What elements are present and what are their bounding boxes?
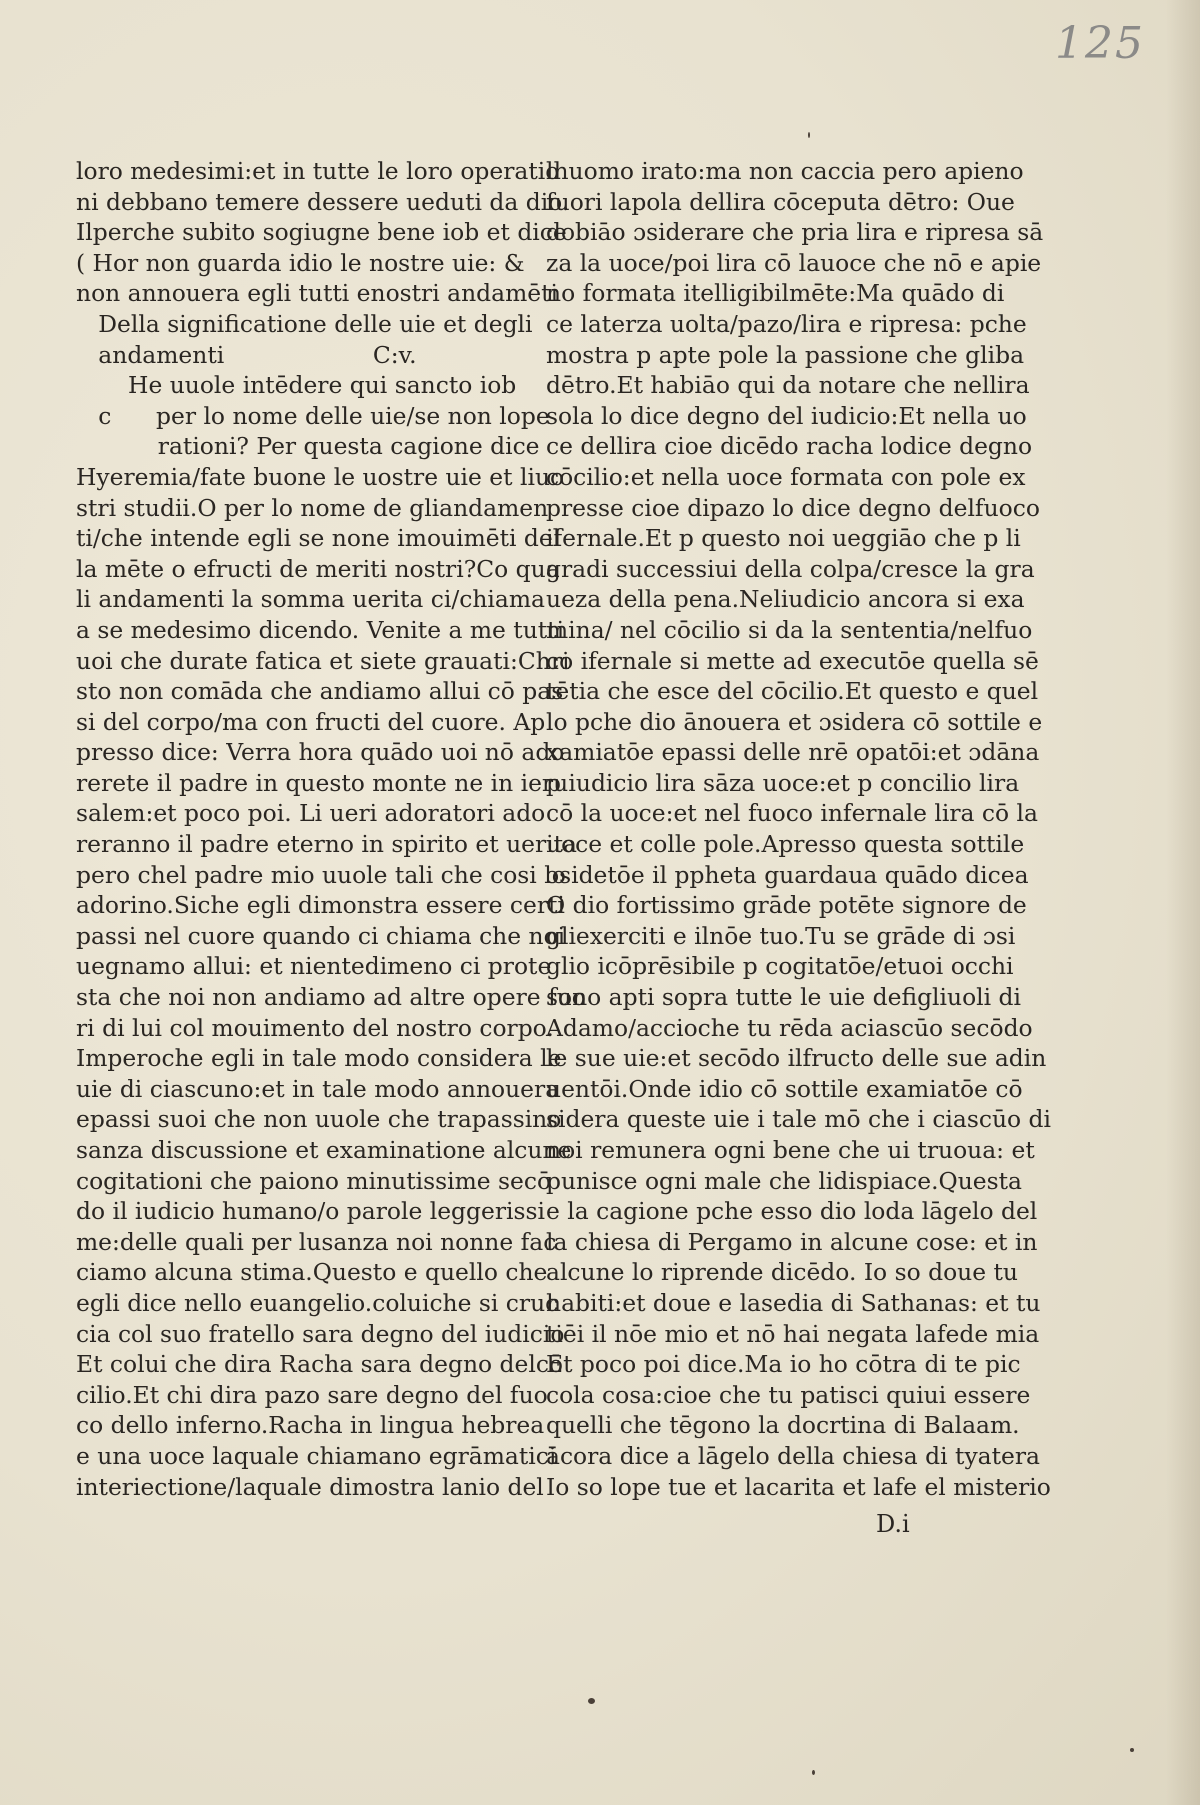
text-line: rationi? Per questa cagione dice <box>76 432 540 461</box>
ink-speck <box>808 132 810 138</box>
text-line: reranno il padre eterno in spirito et uerita <box>76 830 578 859</box>
text-line: stri studii.O per lo nome de gliandamen <box>76 493 549 522</box>
text-line: Adamo/accioche tu rēda aciascūo secōdo <box>546 1013 1033 1042</box>
text-line: c per lo nome delle uie/se non lope <box>76 401 550 430</box>
folio-number: 125 <box>1055 18 1145 69</box>
text-line: ce dellira cioe dicēdo racha lodice degno <box>546 432 1033 461</box>
text-line: me:delle quali per lusanza noi nonne fac <box>76 1227 557 1256</box>
text-column-left <box>76 156 586 1502</box>
text-line: la mēte o efructi de meriti nostri?Co qua <box>76 554 560 583</box>
text-line: ( Hor non guarda idio le nostre uie: & <box>76 248 525 277</box>
text-line: xamiatōe epassi delle nrē opatōi:et ɔdāna <box>546 738 1040 767</box>
text-line: no formata itelligibilmēte:Ma quādo di <box>546 279 1005 308</box>
text-line: uie di ciascuno:et in tale modo annouera <box>76 1074 560 1103</box>
text-line: cō la uoce:et nel fuoco infernale lira cō la <box>546 799 1038 828</box>
text-line: p iudicio lira sāza uoce:et p concilio lira <box>546 768 1020 797</box>
text-line: sono apti sopra tutte le uie defigliuoli di <box>546 983 1021 1012</box>
text-line: cōcilio:et nella uoce formata con pole ex <box>546 462 1026 491</box>
text-column-right <box>546 156 1051 1502</box>
text-line: ueza della pena.Neliudicio ancora si exa <box>546 585 1025 614</box>
text-line: sta che noi non andiamo ad altre opere fuo <box>76 983 586 1012</box>
text-line: andamenti C:v. <box>76 340 417 369</box>
text-line: punisce ogni male che lidispiace.Questa <box>546 1166 1022 1195</box>
text-line: tētia che esce del cōcilio.Et questo e quel <box>546 677 1039 706</box>
text-line: co dello inferno.Racha in lingua hebrea <box>76 1411 545 1440</box>
text-line: pero chel padre mio uuole tali che cosi lo <box>76 860 566 889</box>
text-line: salem:et poco poi. Li ueri adoratori ado <box>76 799 546 828</box>
text-line: rerete il padre in questo monte ne in ieru <box>76 768 569 797</box>
text-line: gradi successiui della colpa/cresce la gra <box>546 554 1035 583</box>
text-line: uoi che durate fatica et siete grauati:Chri <box>76 646 570 675</box>
ink-speck <box>812 1770 815 1775</box>
text-line: ācora dice a lāgelo della chiesa di tyatera <box>546 1441 1040 1470</box>
text-line: Io so lope tue et lacarita et lafe el misterio <box>546 1472 1051 1501</box>
text-line: li andamenti la somma uerita ci/chiama <box>76 585 545 614</box>
text-line: cia col suo fratello sara degno del iudicio <box>76 1319 565 1348</box>
text-line: ifernale.Et p questo noi ueggiāo che p li <box>546 524 1021 553</box>
text-line: egli dice nello euangelio.coluiche si cruc <box>76 1288 559 1317</box>
text-line: noi remunera ogni bene che ui truoua: et <box>546 1136 1035 1164</box>
text-line: si del corpo/ma con fructi del cuore. Ap <box>76 707 546 736</box>
text-line: alcune lo riprende dicēdo. Io so doue tu <box>546 1258 1018 1287</box>
text-line: sto non comāda che andiamo allui cō pas <box>76 677 564 706</box>
text-line: ce laterza uolta/pazo/lira e ripresa: pche <box>546 309 1027 338</box>
text-line: za la uoce/poi lira cō lauoce che nō e apie <box>546 248 1042 277</box>
text-line: Et colui che dira Racha sara degno delcō <box>76 1350 564 1379</box>
text-line: ti/che intende egli se none imouimēti del <box>76 524 561 553</box>
page-edge-shadow <box>1166 0 1200 1805</box>
text-line: sidera queste uie i tale mō che i ciascūo di <box>546 1105 1051 1134</box>
text-line: cola cosa:cioe che tu patisci quiui essere <box>546 1380 1031 1409</box>
ink-speck <box>1130 1748 1134 1752</box>
text-line: Hyeremia/fate buone le uostre uie et liuo <box>76 462 565 491</box>
text-line: Della significatione delle uie et degli <box>76 309 533 338</box>
text-line: glio icōprēsibile p cogitatōe/etuoi occhi <box>546 952 1014 981</box>
text-line: tiēi il nōe mio et nō hai negata lafede mia <box>546 1319 1040 1348</box>
text-line: fuori lapola dellira cōceputa dētro: Oue <box>546 187 1015 216</box>
text-line: sola lo dice degno del iudicio:Et nella uo <box>546 401 1027 430</box>
signature-mark: D.i <box>876 1510 910 1538</box>
text-line: do il iudicio humano/o parole leggerissi <box>76 1197 545 1226</box>
text-line: uegnamo allui: et nientedimeno ci prote <box>76 952 552 981</box>
text-line: uoce et colle pole.Apresso questa sottile <box>546 830 1025 859</box>
text-line: ɔsidetōe il ppheta guardaua quādo dicea <box>546 860 1029 889</box>
text-line: e una uoce laquale chiamano egrāmatici <box>76 1441 557 1470</box>
text-line: O dio fortissimo grāde potēte signore de <box>546 891 1027 920</box>
text-line: presso dice: Verra hora quādo uoi nō ado <box>76 738 565 767</box>
text-line: Ilperche subito sogiugne bene iob et dice <box>76 218 567 247</box>
ink-speck <box>588 1698 595 1704</box>
text-line: ri di lui col mouimento del nostro corpo. <box>76 1013 554 1042</box>
text-line: non annouera egli tutti enostri andamēti <box>76 279 558 308</box>
text-line: He uuole intēdere qui sancto iob <box>76 371 517 400</box>
text-line: mostra p apte pole la passione che gliba <box>546 340 1025 369</box>
text-line: uentōi.Onde idio cō sottile examiatōe cō <box>546 1074 1023 1103</box>
text-line: lo pche dio ānouera et ɔsidera cō sottile e <box>546 707 1043 736</box>
text-line: sanza discussione et examinatione alcune <box>76 1136 572 1164</box>
text-line: habiti:et doue e lasedia di Sathanas: et tu <box>546 1288 1041 1317</box>
text-line: passi nel cuore quando ci chiama che noi <box>76 921 566 950</box>
text-line: interiectione/laquale dimostra lanio del <box>76 1472 544 1501</box>
text-line: ciamo alcuna stima.Questo e quello che <box>76 1258 548 1287</box>
text-line: Imperoche egli in tale modo considera le <box>76 1044 562 1073</box>
text-line: dētro.Et habiāo qui da notare che nellira <box>546 371 1030 400</box>
text-line: cogitationi che paiono minutissime secō <box>76 1166 552 1195</box>
text-line: le sue uie:et secōdo ilfructo delle sue adin <box>546 1044 1047 1073</box>
text-line: epassi suoi che non uuole che trapassino <box>76 1105 562 1134</box>
text-line: dobiāo ɔsiderare che pria lira e ripresa sā <box>546 218 1044 247</box>
text-line: lhuomo irato:ma non caccia pero apieno <box>546 157 1024 185</box>
text-line: presse cioe dipazo lo dice degno delfuoco <box>546 493 1040 522</box>
text-line: cilio.Et chi dira pazo sare degno del fuo <box>76 1380 548 1409</box>
text-line: loro medesimi:et in tutte le loro operatio <box>76 157 560 185</box>
text-line: e la cagione pche esso dio loda lāgelo del <box>546 1197 1038 1226</box>
text-line: mina/ nel cōcilio si da la sententia/nelfuo <box>546 615 1033 644</box>
text-line: gliexerciti e ilnōe tuo.Tu se grāde di ɔsi <box>546 921 1016 950</box>
text-line: adorino.Siche egli dimonstra essere certi <box>76 891 565 920</box>
text-line: co ifernale si mette ad executōe quella sē <box>546 646 1039 675</box>
text-line: a se medesimo dicendo. Venite a me tutti <box>76 615 565 644</box>
text-line: quelli che tēgono la docrtina di Balaam. <box>546 1411 1020 1440</box>
text-line: la chiesa di Pergamo in alcune cose: et in <box>546 1227 1038 1256</box>
text-line: Et poco poi dice.Ma io ho cōtra di te pic <box>546 1350 1021 1379</box>
text-line: ni debbano temere dessere ueduti da dio. <box>76 187 570 216</box>
